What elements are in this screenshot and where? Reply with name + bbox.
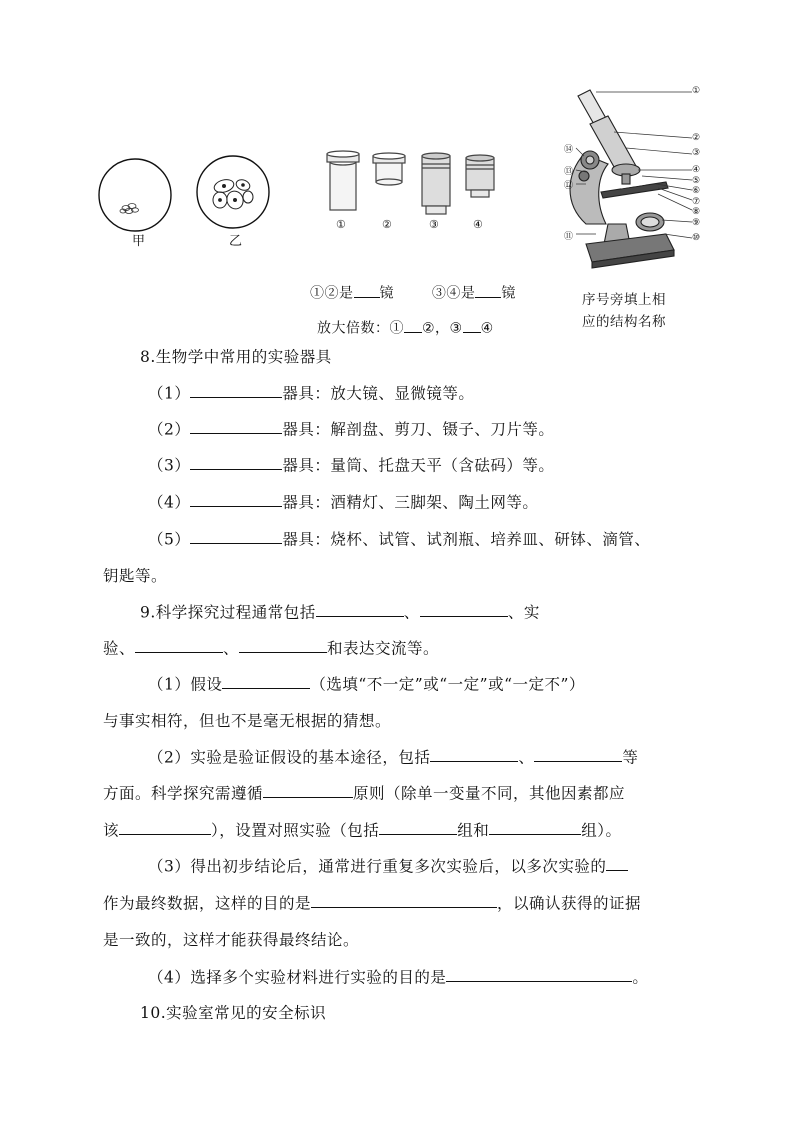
label-yi: 乙 [229, 234, 243, 249]
q9-p2-line-3 [103, 818, 622, 840]
mlabel-13: ⑬ [564, 167, 574, 177]
q8-title: 8.生物学中常用的实验器具 [140, 348, 332, 366]
q9-l1-a: 9.科学探究过程通常包括 [140, 603, 316, 622]
lens-q-a-end: 镜 [379, 285, 394, 302]
q9-blank-7[interactable] [534, 745, 622, 762]
lens-q-a: ①②是 [310, 285, 354, 302]
q8-item-2-text: 器具：解剖盘、剪刀、镊子、刀片等。 [282, 420, 555, 439]
lens-1 [327, 151, 359, 210]
q8-blank-5[interactable] [190, 527, 282, 544]
lens-num-2: ② [382, 218, 393, 231]
q8-item-4-num: （4） [148, 493, 191, 512]
figure-microscope-views [96, 150, 276, 250]
q9-l2-b: 、 [223, 639, 240, 658]
q9-blank-6[interactable] [430, 745, 518, 762]
q9-blank-12[interactable] [606, 854, 628, 871]
mlabel-8: ⑧ [692, 207, 701, 217]
mlabel-14: ⑭ [564, 145, 574, 155]
q9-p1-b: （选填“不一定”或“一定”或“一定不”） [310, 675, 585, 694]
cell-cluster-jia [120, 204, 139, 214]
mlabel-3: ③ [692, 148, 701, 158]
mag-mid: ②，③ [422, 320, 463, 337]
q9-line-2 [103, 636, 439, 658]
q8-item-1 [148, 381, 474, 403]
q9-l1-b: 、 [403, 603, 420, 622]
q9-p2-b: 、 [518, 748, 535, 767]
q8-item-5-text: 器具：烧杯、试管、试剂瓶、培养皿、研钵、滴管、 [282, 530, 651, 549]
lens-num-3: ③ [429, 218, 440, 231]
mag-prefix: 放大倍数：① [317, 320, 404, 337]
blank-lens-a[interactable] [354, 282, 380, 298]
q9-p2-f: 该 [103, 821, 120, 840]
q9-p2-d: 方面。科学探究需遵循 [103, 784, 264, 803]
q9-p2-i: 组）。 [581, 821, 622, 840]
q8-item-5-cont: 钥匙等。 [103, 567, 168, 585]
q8-item-5-num: （5） [148, 530, 191, 549]
lens-q-b-end: 镜 [501, 285, 516, 302]
q9-p2-e: 原则（除单一变量不同，其他因素都应 [353, 784, 626, 803]
mlabel-10: ⑩ [692, 233, 701, 243]
mlabel-11: ⑪ [564, 232, 574, 242]
label-jia: 甲 [132, 234, 146, 249]
q9-p1-line-2: 与事实相符，但也不是毫无根据的猜想。 [103, 712, 392, 730]
q9-blank-11[interactable] [489, 818, 581, 835]
mlabel-5: ⑤ [692, 176, 701, 186]
q9-p3-line-2 [103, 891, 641, 913]
mlabel-6: ⑥ [692, 186, 701, 196]
q8-item-4 [148, 490, 538, 512]
microscope-caption-2: 应的结构名称 [582, 314, 666, 330]
mlabel-2: ② [692, 133, 701, 143]
q9-p1-line-1 [148, 672, 585, 694]
q8-blank-1[interactable] [190, 381, 282, 398]
q8-item-5 [148, 527, 650, 549]
q9-blank-14[interactable] [446, 965, 632, 982]
q9-p2-h: 组和 [457, 821, 490, 840]
blank-mag-1[interactable] [404, 317, 422, 333]
q10-title: 10.实验室常见的安全标识 [140, 1004, 327, 1022]
q9-p3-a: （3）得出初步结论后，通常进行重复多次实验后，以多次实验的 [148, 857, 607, 876]
lens-num-4: ④ [473, 218, 484, 231]
q9-blank-10[interactable] [379, 818, 457, 835]
q9-blank-13[interactable] [311, 891, 497, 908]
q8-blank-2[interactable] [190, 417, 282, 434]
q9-blank-3[interactable] [135, 636, 223, 653]
q9-l2-c: 和表达交流等。 [327, 639, 440, 658]
lens-3 [422, 153, 450, 214]
q8-blank-4[interactable] [190, 490, 282, 507]
q8-item-2-num: （2） [148, 420, 191, 439]
mag-end: ④ [480, 320, 494, 337]
q9-blank-8[interactable] [263, 781, 353, 798]
magnification-line [317, 317, 494, 338]
q9-p4-a: （4）选择多个实验材料进行实验的目的是 [148, 968, 447, 987]
q9-p3-line-1 [148, 854, 628, 876]
lens-num-1: ① [336, 218, 347, 231]
blank-mag-2[interactable] [463, 317, 481, 333]
fine-knob [579, 171, 589, 181]
lens-question-line [310, 282, 516, 303]
mlabel-7: ⑦ [692, 197, 701, 207]
q9-blank-5[interactable] [222, 672, 310, 689]
q9-line-1 [140, 600, 540, 622]
q9-p1-a: （1）假设 [148, 675, 223, 694]
q9-blank-9[interactable] [119, 818, 211, 835]
mlabel-1: ① [692, 86, 701, 96]
q9-blank-2[interactable] [420, 600, 508, 617]
field-jia-circle [99, 159, 171, 231]
q9-p2-g: ），设置对照实验（包括 [211, 821, 380, 840]
lens-4 [466, 155, 494, 197]
mlabel-9: ⑨ [692, 218, 701, 228]
mlabel-12: ⑫ [564, 181, 574, 191]
q9-p4-line [148, 965, 648, 987]
q9-l2-a: 验、 [103, 639, 136, 658]
q9-p3-b: 作为最终数据，这样的目的是 [103, 894, 312, 913]
q9-l1-c: 、实 [507, 603, 540, 622]
q9-p3-line-3: 是一致的，这样才能获得最终结论。 [103, 931, 360, 949]
blank-lens-b[interactable] [475, 282, 501, 298]
cell-cluster-yi [213, 178, 253, 212]
q9-p2-line-1 [148, 745, 638, 767]
field-of-view-diagram [96, 150, 276, 250]
q9-p2-a: （2）实验是验证假设的基本途径，包括 [148, 748, 431, 767]
q8-blank-3[interactable] [190, 453, 282, 470]
lens-2 [373, 153, 405, 185]
q9-blank-1[interactable] [316, 600, 404, 617]
field-yi-circle [197, 156, 269, 228]
mlabel-4: ④ [692, 165, 701, 175]
q8-item-4-text: 器具：酒精灯、三脚架、陶土网等。 [282, 493, 539, 512]
lens-q-b: ③④是 [431, 285, 476, 302]
q9-blank-4[interactable] [239, 636, 327, 653]
q8-item-1-text: 器具：放大镜、显微镜等。 [282, 384, 475, 403]
microscope-caption-1: 序号旁填上相 [582, 292, 666, 308]
q9-p2-c: 等 [622, 748, 639, 767]
q9-p4-b: 。 [632, 968, 649, 987]
q8-item-1-num: （1） [148, 384, 191, 403]
q8-item-3-text: 器具：量筒、托盘天平（含砝码）等。 [282, 456, 555, 475]
q8-item-3 [148, 453, 554, 475]
q9-p2-line-2 [103, 781, 625, 803]
q8-item-2 [148, 417, 554, 439]
q9-p3-c: ，以确认获得的证据 [497, 894, 642, 913]
q8-item-3-num: （3） [148, 456, 191, 475]
